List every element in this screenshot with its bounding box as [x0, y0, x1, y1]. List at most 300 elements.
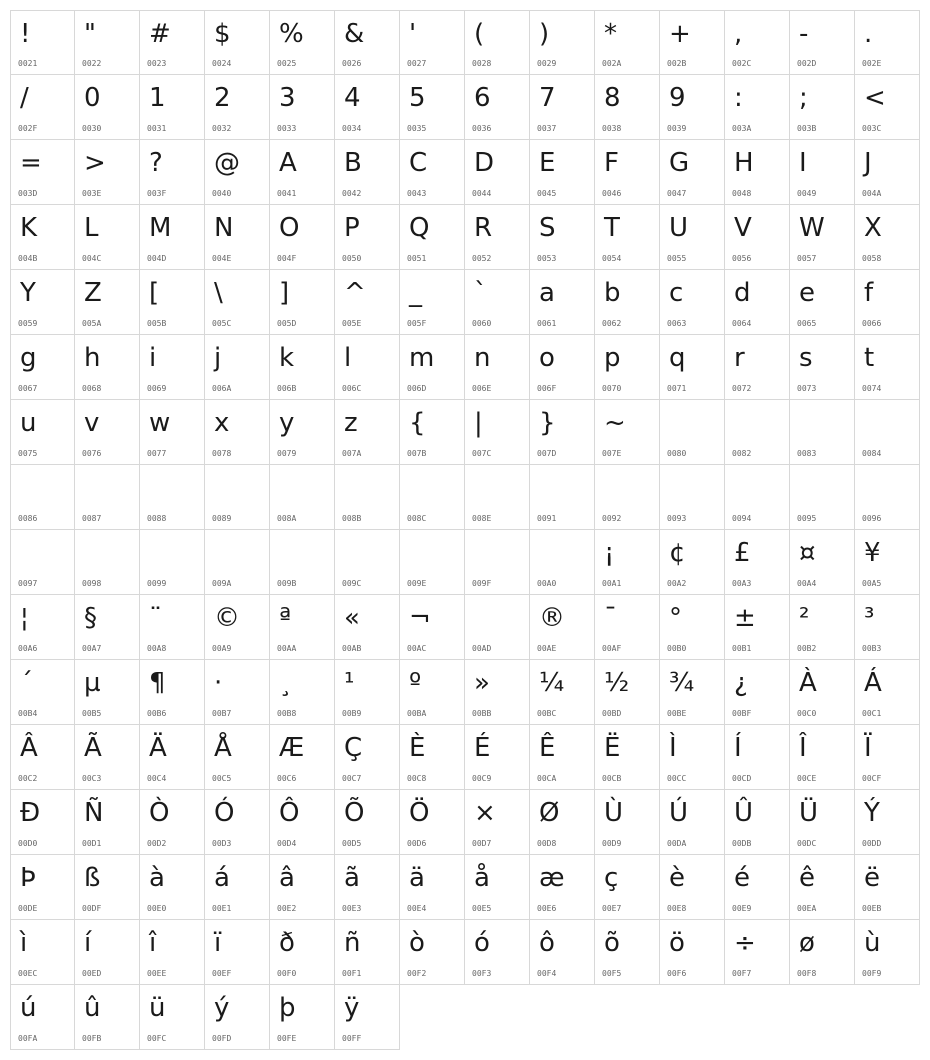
glyph-code: 00D0 [18, 839, 38, 848]
glyph-cell [855, 595, 920, 660]
glyph-character: ± [734, 603, 756, 633]
glyph-code: 00AF [602, 644, 622, 653]
glyph-character: Ã [84, 733, 102, 763]
glyph-code: 0021 [18, 59, 38, 68]
glyph-character: 5 [409, 83, 426, 113]
glyph-character: P [344, 213, 360, 243]
glyph-code: 003C [862, 124, 882, 133]
glyph-code: 0099 [147, 579, 167, 588]
glyph-cell [270, 335, 335, 400]
glyph-character: ¦ [20, 603, 29, 633]
glyph-character: ¾ [669, 668, 695, 698]
glyph-character: z [344, 408, 358, 438]
glyph-character: s [799, 343, 813, 373]
glyph-cell [10, 725, 75, 790]
glyph-cell [660, 335, 725, 400]
glyph-code: 0059 [18, 319, 38, 328]
glyph-code: 0094 [732, 514, 752, 523]
glyph-code: 00ED [82, 969, 102, 978]
glyph-code: 00F4 [537, 969, 557, 978]
glyph-code: 00A3 [732, 579, 752, 588]
glyph-code: 00F7 [732, 969, 752, 978]
glyph-cell [140, 660, 205, 725]
glyph-cell [270, 75, 335, 140]
glyph-code: 008E [472, 514, 492, 523]
glyph-cell [725, 270, 790, 335]
glyph-code: 00D7 [472, 839, 492, 848]
glyph-code: 00B0 [667, 644, 687, 653]
glyph-cell [855, 335, 920, 400]
glyph-character: £ [734, 538, 751, 568]
glyph-cell [75, 855, 140, 920]
glyph-code: 00C6 [277, 774, 297, 783]
glyph-character: ÷ [734, 928, 756, 958]
glyph-cell [595, 270, 660, 335]
glyph-character: ½ [604, 668, 630, 698]
glyph-cell [660, 790, 725, 855]
glyph-cell [10, 790, 75, 855]
glyph-code: 0069 [147, 384, 167, 393]
glyph-code: 0083 [797, 449, 817, 458]
glyph-code: 00A2 [667, 579, 687, 588]
glyph-code: 0053 [537, 254, 557, 263]
glyph-cell [530, 660, 595, 725]
glyph-cell [205, 660, 270, 725]
glyph-cell [465, 530, 530, 595]
glyph-character: Ò [149, 798, 170, 828]
glyph-code: 009E [407, 579, 427, 588]
glyph-character: X [864, 213, 882, 243]
glyph-character: ? [149, 148, 163, 178]
glyph-code: 002D [797, 59, 817, 68]
glyph-cell [400, 335, 465, 400]
glyph-code: 00BE [667, 709, 687, 718]
glyph-cell [335, 465, 400, 530]
glyph-cell [270, 660, 335, 725]
glyph-code: 0086 [18, 514, 38, 523]
glyph-code: 0060 [472, 319, 492, 328]
glyph-character: É [474, 733, 491, 763]
glyph-code: 009F [472, 579, 492, 588]
glyph-cell [465, 855, 530, 920]
glyph-code: 004E [212, 254, 232, 263]
glyph-code: 003B [797, 124, 817, 133]
glyph-code: 00F3 [472, 969, 492, 978]
glyph-cell [790, 855, 855, 920]
glyph-character: > [84, 148, 106, 178]
glyph-character: » [474, 668, 490, 698]
glyph-cell [75, 660, 140, 725]
glyph-character: Ó [214, 798, 235, 828]
glyph-cell [465, 10, 530, 75]
glyph-code: 0038 [602, 124, 622, 133]
glyph-character: d [734, 278, 751, 308]
glyph-code: 005D [277, 319, 297, 328]
glyph-cell [660, 595, 725, 660]
glyph-cell [75, 335, 140, 400]
glyph-code: 0066 [862, 319, 882, 328]
glyph-cell [790, 205, 855, 270]
glyph-code: 0024 [212, 59, 232, 68]
glyph-character: ¿ [734, 668, 748, 698]
glyph-cell [10, 920, 75, 985]
glyph-character: ` [474, 278, 487, 308]
glyph-code: 003E [82, 189, 102, 198]
glyph-character: ² [799, 603, 810, 633]
glyph-cell [270, 985, 335, 1050]
glyph-code: 0077 [147, 449, 167, 458]
glyph-character: 2 [214, 83, 231, 113]
glyph-character: U [669, 213, 689, 243]
glyph-cell [465, 595, 530, 660]
glyph-character: . [864, 19, 873, 49]
glyph-code: 0068 [82, 384, 102, 393]
glyph-character: à [149, 863, 165, 893]
glyph-character: K [20, 213, 38, 243]
glyph-character: M [149, 213, 172, 243]
glyph-code: 00C5 [212, 774, 232, 783]
glyph-code: 0080 [667, 449, 687, 458]
glyph-cell [400, 270, 465, 335]
glyph-cell [855, 140, 920, 205]
glyph-character: ; [799, 83, 808, 113]
glyph-cell [335, 270, 400, 335]
glyph-cell [205, 725, 270, 790]
glyph-cell [530, 920, 595, 985]
glyph-cell [790, 335, 855, 400]
glyph-cell [530, 400, 595, 465]
glyph-code: 004B [18, 254, 38, 263]
glyph-code: 00DF [82, 904, 102, 913]
glyph-code: 0074 [862, 384, 882, 393]
glyph-character: r [734, 343, 745, 373]
glyph-cell [10, 75, 75, 140]
glyph-cell [400, 595, 465, 660]
glyph-code: 00AC [407, 644, 427, 653]
glyph-code: 002A [602, 59, 622, 68]
glyph-code: 00D9 [602, 839, 622, 848]
glyph-code: 00BD [602, 709, 622, 718]
glyph-cell [595, 400, 660, 465]
glyph-cell [660, 75, 725, 140]
glyph-character: 7 [539, 83, 556, 113]
glyph-code: 0070 [602, 384, 622, 393]
glyph-cell [75, 725, 140, 790]
glyph-character: Þ [20, 863, 36, 893]
glyph-cell [205, 140, 270, 205]
glyph-cell [595, 595, 660, 660]
glyph-cell [10, 140, 75, 205]
glyph-cell [205, 270, 270, 335]
glyph-cell [530, 140, 595, 205]
glyph-code: 00D8 [537, 839, 557, 848]
glyph-code: 00EB [862, 904, 882, 913]
glyph-cell [530, 855, 595, 920]
glyph-code: 00B4 [18, 709, 38, 718]
glyph-cell [10, 855, 75, 920]
glyph-character: 3 [279, 83, 296, 113]
glyph-cell [205, 530, 270, 595]
glyph-code: 00CD [732, 774, 752, 783]
glyph-cell [140, 400, 205, 465]
glyph-character: Å [214, 733, 232, 763]
glyph-cell [595, 10, 660, 75]
glyph-code: 004C [82, 254, 102, 263]
glyph-code: 00B3 [862, 644, 882, 653]
glyph-character: Ú [669, 798, 689, 828]
glyph-character: þ [279, 993, 296, 1023]
glyph-cell [400, 660, 465, 725]
glyph-cell [75, 985, 140, 1050]
glyph-cell [855, 530, 920, 595]
glyph-cell [660, 920, 725, 985]
glyph-character: V [734, 213, 752, 243]
glyph-cell [75, 140, 140, 205]
glyph-character: Ñ [84, 798, 104, 828]
glyph-character: ò [409, 928, 425, 958]
glyph-cell [595, 205, 660, 270]
glyph-code: 0096 [862, 514, 882, 523]
glyph-cell [725, 10, 790, 75]
glyph-cell [855, 400, 920, 465]
glyph-character: j [214, 343, 222, 373]
glyph-code: 00FE [277, 1034, 297, 1043]
glyph-code: 0052 [472, 254, 492, 263]
glyph-code: 00E1 [212, 904, 232, 913]
glyph-code: 00BA [407, 709, 427, 718]
glyph-character: t [864, 343, 875, 373]
glyph-code: 0067 [18, 384, 38, 393]
glyph-cell [205, 790, 270, 855]
glyph-character: ð [279, 928, 295, 958]
glyph-cell [140, 335, 205, 400]
glyph-character: $ [214, 19, 231, 49]
glyph-cell [400, 920, 465, 985]
glyph-code: 00FF [342, 1034, 362, 1043]
glyph-code: 00DA [667, 839, 687, 848]
glyph-cell [595, 855, 660, 920]
glyph-code: 00DE [18, 904, 38, 913]
glyph-character: x [214, 408, 230, 438]
glyph-code: 00CF [862, 774, 882, 783]
glyph-character: ç [604, 863, 619, 893]
glyph-cell [855, 270, 920, 335]
glyph-character: · [214, 668, 223, 698]
glyph-cell [855, 10, 920, 75]
glyph-code: 002C [732, 59, 752, 68]
glyph-character: : [734, 83, 743, 113]
glyph-character: W [799, 213, 825, 243]
glyph-code: 00CB [602, 774, 622, 783]
glyph-character: 9 [669, 83, 686, 113]
glyph-character: S [539, 213, 556, 243]
glyph-cell [140, 75, 205, 140]
glyph-character: Ù [604, 798, 624, 828]
glyph-code: 0063 [667, 319, 687, 328]
glyph-character: ß [84, 863, 101, 893]
glyph-cell [530, 10, 595, 75]
glyph-code: 0026 [342, 59, 362, 68]
glyph-code: 00BB [472, 709, 492, 718]
glyph-character: ¶ [149, 668, 166, 698]
glyph-character: Ø [539, 798, 560, 828]
glyph-cell [205, 400, 270, 465]
glyph-cell [335, 920, 400, 985]
glyph-code: 0054 [602, 254, 622, 263]
glyph-character: f [864, 278, 874, 308]
glyph-cell [660, 530, 725, 595]
glyph-code: 0042 [342, 189, 362, 198]
glyph-code: 00D6 [407, 839, 427, 848]
glyph-code: 005C [212, 319, 232, 328]
glyph-cell [465, 725, 530, 790]
glyph-character: Â [20, 733, 38, 763]
glyph-cell [10, 465, 75, 530]
glyph-code: 005A [82, 319, 102, 328]
glyph-cell [270, 10, 335, 75]
glyph-cell [790, 660, 855, 725]
glyph-code: 00F6 [667, 969, 687, 978]
glyph-character: | [474, 408, 483, 438]
glyph-code: 00EA [797, 904, 817, 913]
glyph-character: Õ [344, 798, 365, 828]
glyph-cell [465, 75, 530, 140]
glyph-character: F [604, 148, 619, 178]
glyph-cell [335, 75, 400, 140]
glyph-cell [10, 270, 75, 335]
glyph-character: Û [734, 798, 754, 828]
glyph-character: ã [344, 863, 360, 893]
glyph-character: Ç [344, 733, 363, 763]
glyph-character: h [84, 343, 101, 373]
glyph-code: 00F2 [407, 969, 427, 978]
glyph-code: 00BC [537, 709, 557, 718]
glyph-code: 00C4 [147, 774, 167, 783]
glyph-character: å [474, 863, 490, 893]
glyph-character: ® [539, 603, 565, 633]
glyph-code: 00FD [212, 1034, 232, 1043]
glyph-character: 4 [344, 83, 361, 113]
glyph-cell [270, 205, 335, 270]
glyph-code: 00A7 [82, 644, 102, 653]
glyph-cell [270, 790, 335, 855]
glyph-cell [400, 855, 465, 920]
glyph-cell [10, 985, 75, 1050]
glyph-code: 0047 [667, 189, 687, 198]
glyph-cell [10, 205, 75, 270]
glyph-cell [75, 790, 140, 855]
glyph-cell [465, 335, 530, 400]
glyph-code: 00A8 [147, 644, 167, 653]
glyph-cell [465, 205, 530, 270]
glyph-code: 002E [862, 59, 882, 68]
glyph-character: B [344, 148, 362, 178]
glyph-code: 00DD [862, 839, 882, 848]
glyph-character: R [474, 213, 493, 243]
glyph-character: ³ [864, 603, 875, 633]
glyph-code: 00CC [667, 774, 687, 783]
glyph-character: ´ [20, 668, 33, 698]
glyph-character: < [864, 83, 886, 113]
glyph-code: 0030 [82, 124, 102, 133]
glyph-character: î [149, 928, 157, 958]
glyph-character: Ï [864, 733, 872, 763]
glyph-code: 008A [277, 514, 297, 523]
glyph-code: 006E [472, 384, 492, 393]
glyph-character: â [279, 863, 295, 893]
glyph-character: " [84, 19, 96, 49]
glyph-character: Ö [409, 798, 430, 828]
glyph-cell [855, 465, 920, 530]
glyph-cell [140, 985, 205, 1050]
glyph-character: ì [20, 928, 28, 958]
glyph-cell [530, 75, 595, 140]
glyph-character: ¥ [864, 538, 881, 568]
glyph-character: L [84, 213, 99, 243]
glyph-cell [465, 270, 530, 335]
glyph-cell [790, 140, 855, 205]
glyph-character: & [344, 19, 365, 49]
glyph-code: 0098 [82, 579, 102, 588]
glyph-character: Ë [604, 733, 621, 763]
glyph-cell [660, 725, 725, 790]
glyph-cell [270, 400, 335, 465]
glyph-code: 00A6 [18, 644, 38, 653]
glyph-character: À [799, 668, 817, 698]
glyph-cell [10, 10, 75, 75]
glyph-character: ! [20, 19, 31, 49]
glyph-cell [205, 465, 270, 530]
glyph-cell [790, 920, 855, 985]
glyph-cell [335, 205, 400, 270]
glyph-cell [855, 660, 920, 725]
glyph-cell [530, 530, 595, 595]
glyph-code: 0029 [537, 59, 557, 68]
glyph-cell [400, 10, 465, 75]
glyph-code: 00E2 [277, 904, 297, 913]
glyph-character: e [799, 278, 815, 308]
glyph-cell [790, 270, 855, 335]
glyph-code: 0093 [667, 514, 687, 523]
glyph-code: 0045 [537, 189, 557, 198]
glyph-character: 6 [474, 83, 491, 113]
glyph-cell [140, 920, 205, 985]
glyph-character: ¸ [279, 668, 292, 698]
glyph-cell [595, 75, 660, 140]
glyph-character: Á [864, 668, 882, 698]
glyph-cell [140, 530, 205, 595]
glyph-cell [465, 465, 530, 530]
glyph-character: T [604, 213, 620, 243]
glyph-cell [10, 400, 75, 465]
glyph-cell [790, 75, 855, 140]
glyph-cell [790, 595, 855, 660]
glyph-code: 00AB [342, 644, 362, 653]
glyph-character: Ð [20, 798, 41, 828]
glyph-cell [465, 790, 530, 855]
glyph-cell [465, 140, 530, 205]
glyph-code: 004D [147, 254, 167, 263]
glyph-cell [790, 790, 855, 855]
glyph-cell [465, 400, 530, 465]
glyph-cell [270, 530, 335, 595]
glyph-code: 008B [342, 514, 362, 523]
glyph-code: 0061 [537, 319, 557, 328]
glyph-cell [270, 465, 335, 530]
glyph-code: 0031 [147, 124, 167, 133]
glyph-cell [400, 790, 465, 855]
glyph-code: 002B [667, 59, 687, 68]
